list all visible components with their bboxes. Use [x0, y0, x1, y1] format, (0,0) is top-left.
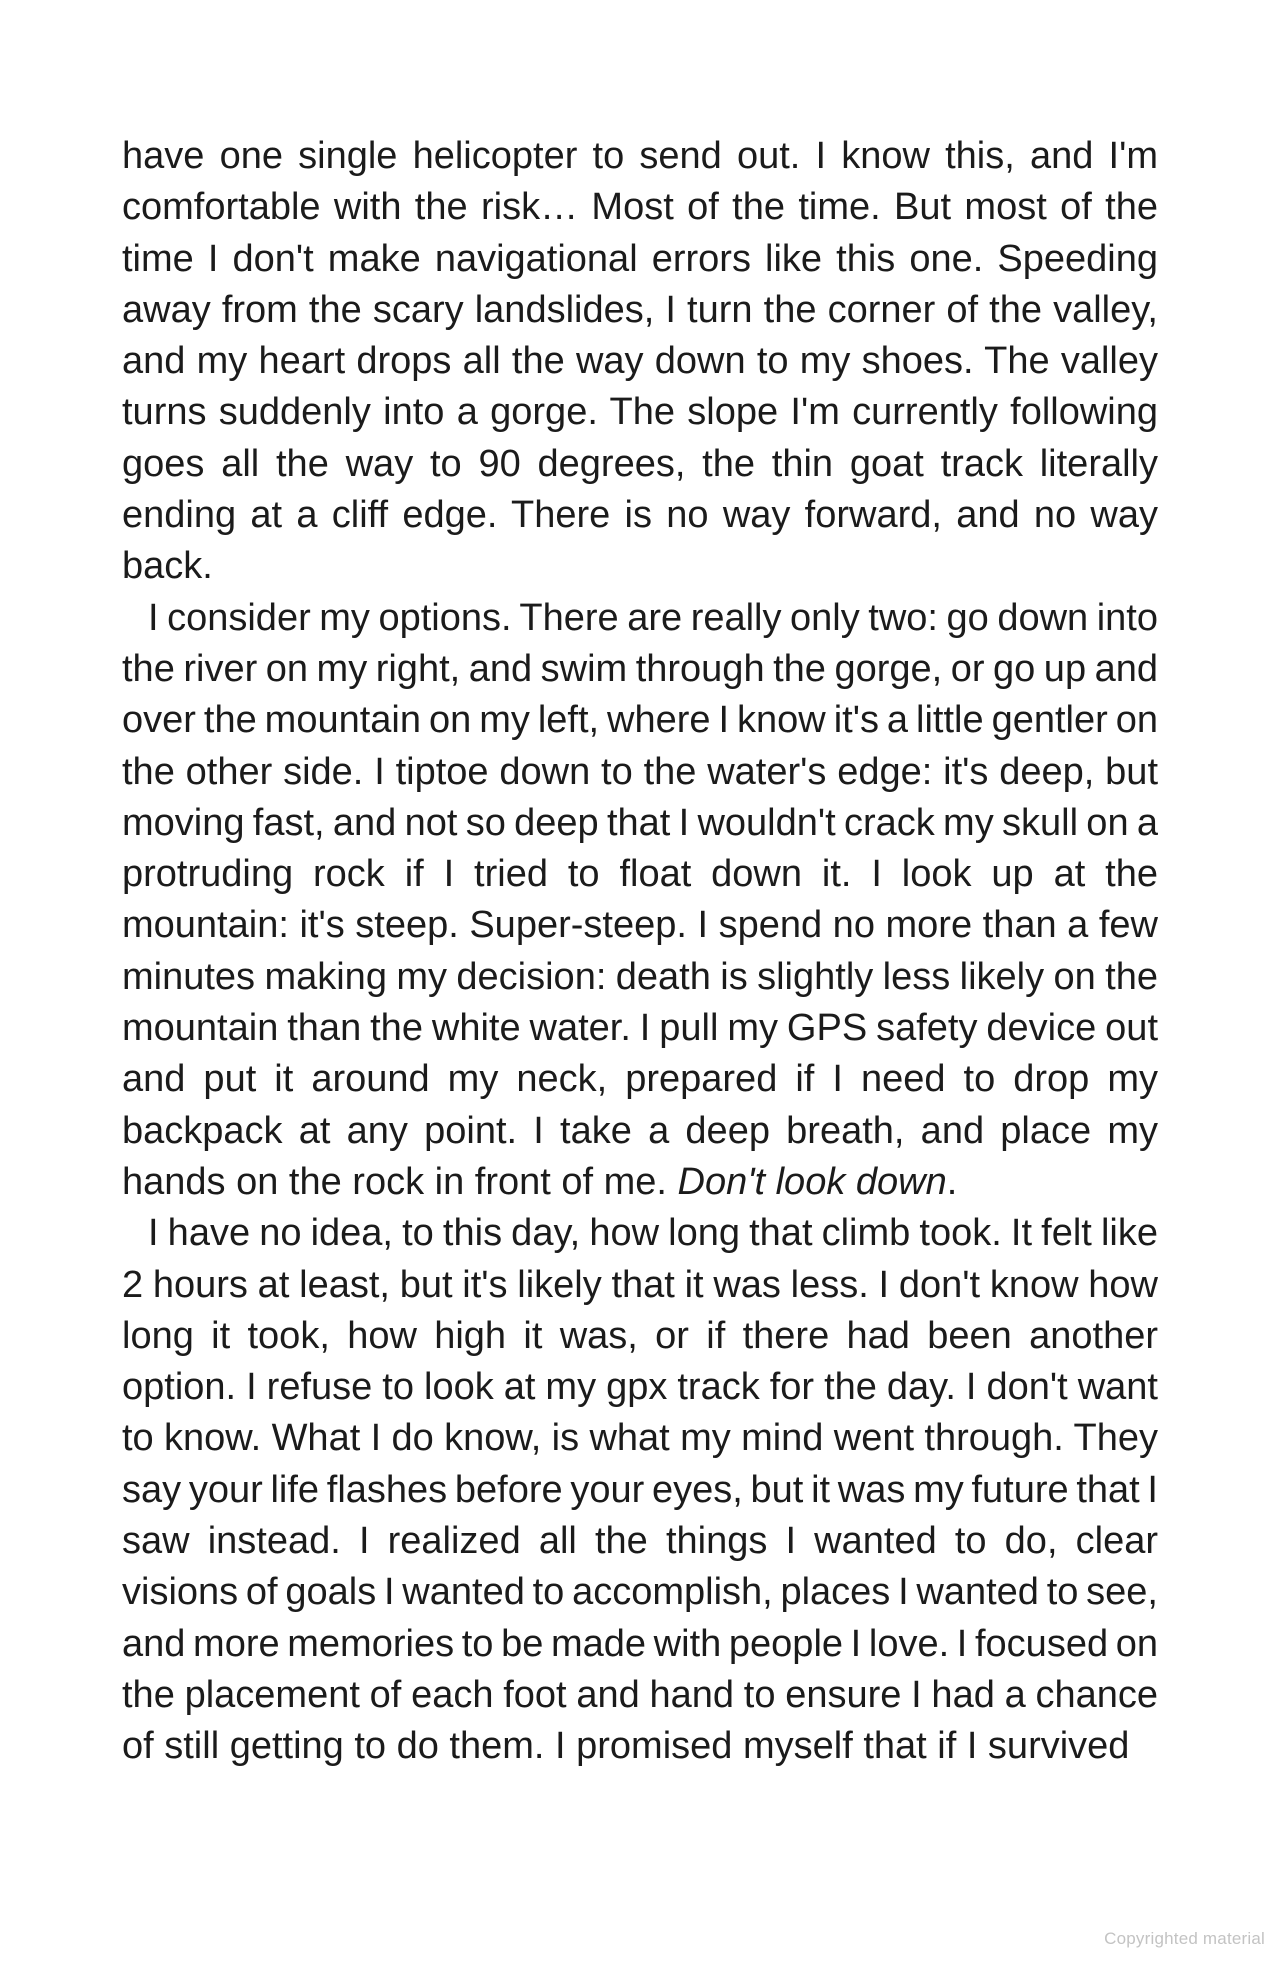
text-line — [122, 900, 1158, 951]
text-line-content: 2 hours at least, but it's likely that it was less. I don't know how — [122, 1263, 1158, 1306]
text-line — [122, 541, 1158, 592]
text-line — [122, 1465, 1158, 1516]
text-line — [122, 1670, 1158, 1721]
text-block — [122, 131, 1158, 1773]
text-line — [122, 285, 1158, 336]
text-line-content: backpack at any point. I take a deep breath, and place my — [122, 1109, 1158, 1152]
text-line-content: goes all the way to 90 degrees, the thin goat track literally — [122, 442, 1158, 485]
text-line — [122, 1260, 1158, 1311]
text-line-content: I consider my options. There are really only two: go down into — [148, 596, 1158, 639]
text-line-content: and my heart drops all the way down to my shoes. The valley — [122, 340, 1158, 383]
text-line-content: mountain: it's steep. Super-steep. I spend no more than a few — [122, 904, 1158, 947]
text-line — [122, 1208, 1158, 1259]
text-line — [122, 952, 1158, 1003]
text-line-content: to know. What I do know, is what my mind went through. They — [122, 1417, 1159, 1460]
text-line-content: and put it around my neck, prepared if I need to drop my — [122, 1058, 1158, 1101]
text-line — [122, 234, 1158, 285]
text-line — [122, 1413, 1158, 1464]
text-line-content: minutes making my decision: death is slightly less likely on the — [122, 955, 1158, 998]
text-line — [122, 1003, 1158, 1054]
text-line — [122, 849, 1158, 900]
text-line — [122, 131, 1158, 182]
text-line — [122, 1619, 1158, 1670]
text-line — [122, 387, 1158, 438]
text-line-content: and more memories to be made with people I love. I focused on — [122, 1622, 1158, 1665]
text-line — [122, 747, 1158, 798]
text-line — [122, 1106, 1158, 1157]
text-line-content: option. I refuse to look at my gpx track for the day. I don't want — [122, 1366, 1158, 1409]
text-line-content: long it took, how high it was, or if there had been another — [122, 1314, 1158, 1357]
text-line — [122, 695, 1158, 746]
text-line-content: time I don't make navigational errors like this one. Speeding — [122, 237, 1158, 280]
italic-phrase: Don't look down — [677, 1160, 947, 1203]
text-line-content: hands on the rock in front of me. Don't look down. — [122, 1160, 958, 1203]
text-line — [122, 593, 1158, 644]
text-line-content: the other side. I tiptoe down to the water's edge: it's deep, but — [122, 750, 1158, 793]
text-line — [122, 644, 1158, 695]
text-line-content: have one single helicopter to send out. I know this, and I'm — [122, 135, 1158, 177]
text-line — [122, 490, 1158, 541]
text-line — [122, 439, 1158, 490]
text-line-content: moving fast, and not so deep that I wouldn't crack my skull on a — [122, 801, 1159, 844]
text-line-content: mountain than the white water. I pull my GPS safety device out — [122, 1007, 1158, 1050]
text-line — [122, 1311, 1158, 1362]
copyright-notice: Copyrighted material — [1104, 1929, 1265, 1948]
text-line-content: away from the scary landslides, I turn the corner of the valley, — [122, 288, 1158, 331]
text-line-content: I have no idea, to this day, how long that climb took. It felt like — [148, 1212, 1158, 1255]
text-line-content: the river on my right, and swim through the gorge, or go up and — [122, 647, 1158, 690]
text-line — [122, 1157, 1158, 1208]
text-line — [122, 1516, 1158, 1567]
text-line — [122, 798, 1158, 849]
text-line-content: say your life flashes before your eyes, but it was my future that I — [122, 1468, 1158, 1511]
text-line-content: turns suddenly into a gorge. The slope I'm currently following — [122, 391, 1158, 434]
text-line-content: comfortable with the risk… Most of the time. But most of the — [122, 186, 1158, 229]
text-line-content: saw instead. I realized all the things I wanted to do, clear — [122, 1520, 1158, 1563]
text-line — [122, 1362, 1158, 1413]
text-line-content: visions of goals I wanted to accomplish, places I wanted to see, — [122, 1571, 1158, 1614]
text-line — [122, 1567, 1158, 1618]
text-line-content: protruding rock if I tried to float down it. I look up at the — [122, 853, 1158, 896]
text-line-content: back. — [122, 545, 213, 588]
text-line-content: the placement of each foot and hand to ensure I had a chance — [122, 1673, 1158, 1716]
text-line — [122, 182, 1158, 233]
text-line — [122, 336, 1158, 387]
text-line-content: ending at a cliff edge. There is no way forward, and no way — [122, 494, 1158, 537]
text-line-content: of still getting to do them. I promised myself that if I survived — [122, 1725, 1130, 1768]
text-line — [122, 1721, 1158, 1772]
text-line-content: over the mountain on my left, where I know it's a little gentler on — [122, 699, 1158, 742]
text-line — [122, 1054, 1158, 1105]
